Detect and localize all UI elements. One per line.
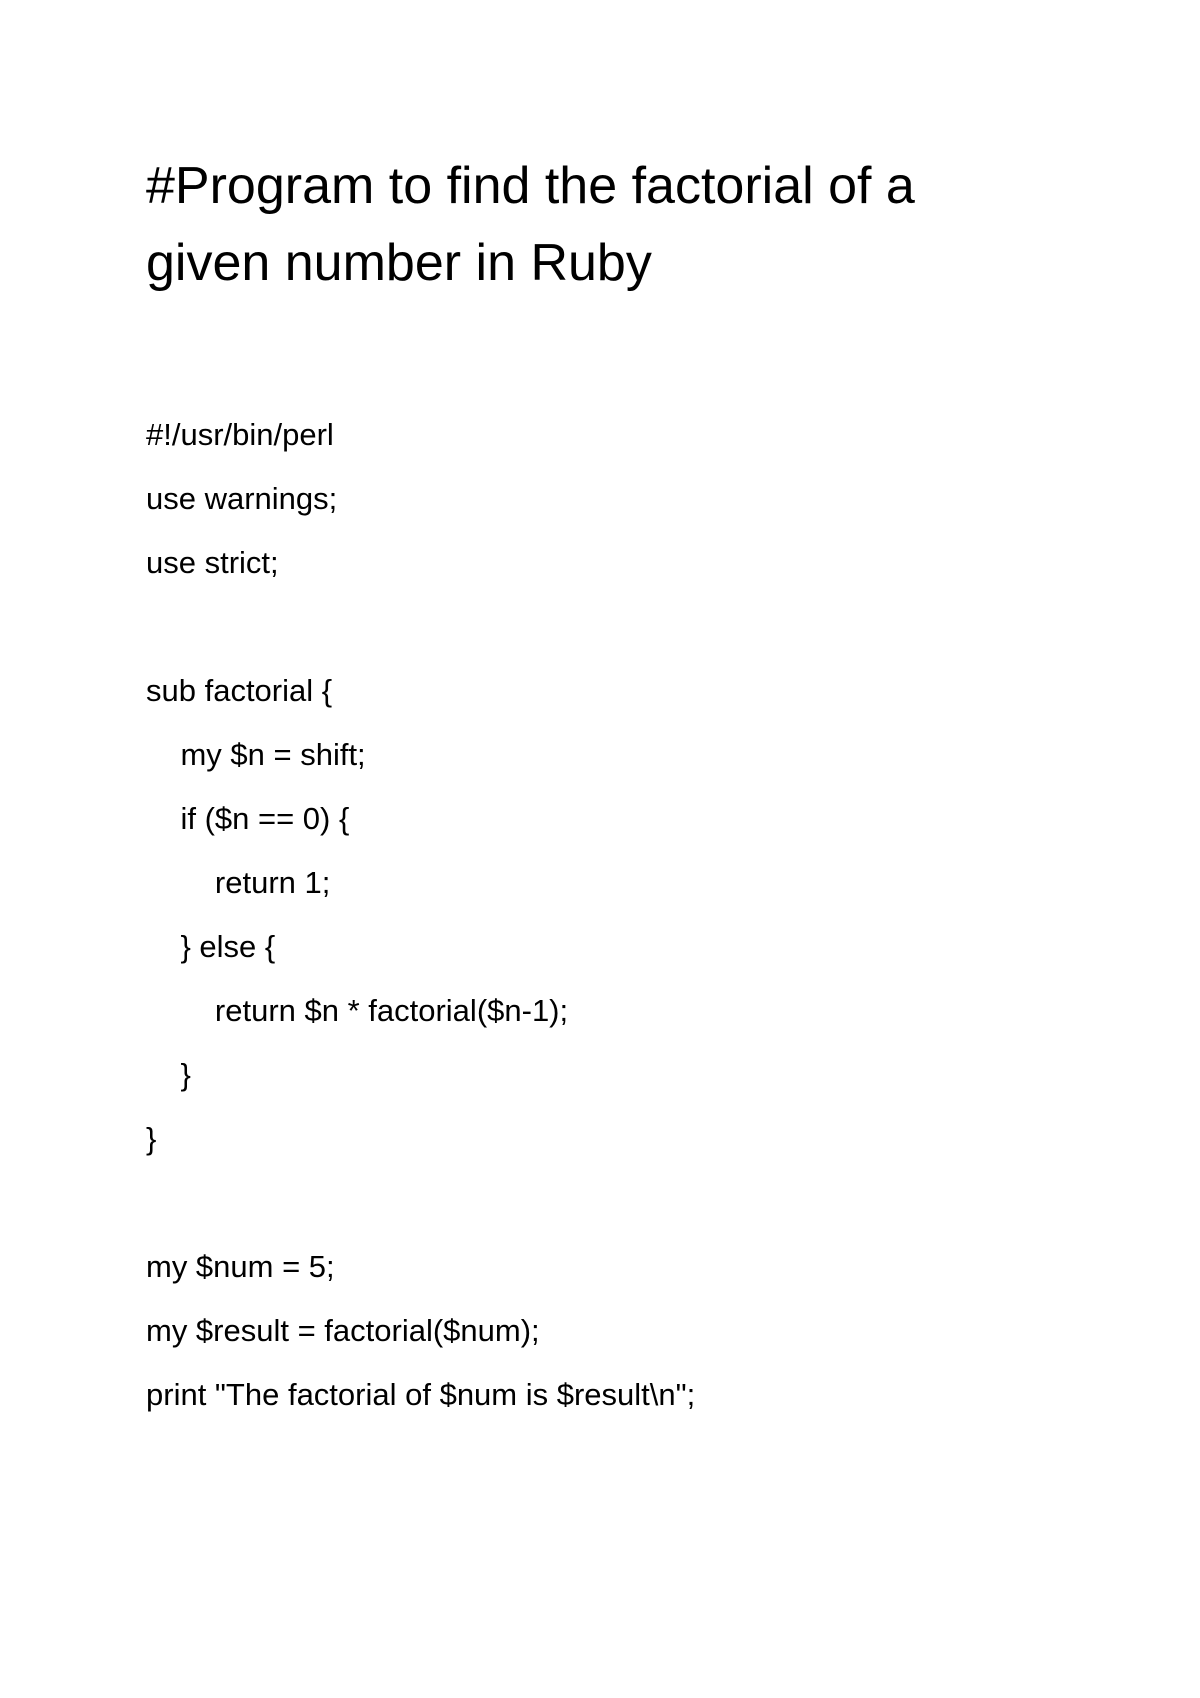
code-line: return 1; bbox=[146, 865, 331, 900]
code-line-blank bbox=[146, 1171, 1146, 1235]
code-line: my $num = 5; bbox=[146, 1249, 335, 1284]
code-line: } bbox=[146, 1121, 157, 1156]
code-line: return $n * factorial($n-1); bbox=[146, 993, 569, 1028]
code-line-blank bbox=[146, 595, 1146, 659]
code-line: } else { bbox=[146, 929, 276, 964]
code-line: } bbox=[146, 1057, 191, 1092]
code-block bbox=[146, 403, 1146, 1427]
document-title bbox=[146, 148, 1046, 302]
code-line: print "The factorial of $num is $result\n"; bbox=[146, 1377, 696, 1412]
code-line: use strict; bbox=[146, 545, 279, 580]
title-line-2: given number in Ruby bbox=[146, 234, 652, 292]
code-line: my $result = factorial($num); bbox=[146, 1313, 540, 1348]
code-line: #!/usr/bin/perl bbox=[146, 417, 334, 452]
code-line: my $n = shift; bbox=[146, 737, 366, 772]
code-line: if ($n == 0) { bbox=[146, 801, 350, 836]
title-line-1: #Program to find the factorial of a bbox=[146, 157, 915, 215]
code-line: use warnings; bbox=[146, 481, 338, 516]
code-line: sub factorial { bbox=[146, 673, 333, 708]
